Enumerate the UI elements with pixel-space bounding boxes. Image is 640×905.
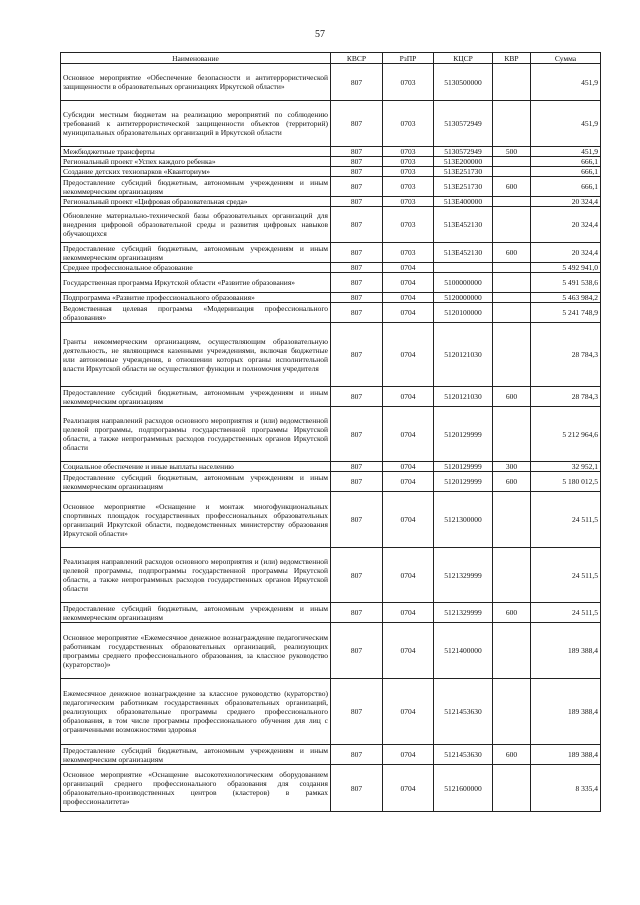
row-sum: 5 463 984,2 (531, 293, 601, 303)
row-rzpr: 0703 (383, 147, 434, 157)
row-kvsr: 807 (331, 492, 383, 548)
row-rzpr: 0704 (383, 548, 434, 603)
row-name: Ежемесячное денежное вознаграждение за классное руководство (кураторство) педагогическим работникам государственных образовательных организаций, реализующих образовательные программы среднего профессионального образования, в том числе программы профессионального обучения для лиц с ограниченными возможностями здоровья (61, 679, 331, 745)
row-name: Предоставление субсидий бюджетным, автономным учреждениям и иным некоммерческим организациям (61, 603, 331, 623)
row-name: Региональный проект «Успех каждого ребенка» (61, 157, 331, 167)
row-name: Предоставление субсидий бюджетным, автономным учреждениям и иным некоммерческим организациям (61, 387, 331, 407)
header-name: Наименование (61, 53, 331, 64)
row-kvsr: 807 (331, 407, 383, 462)
row-sum: 189 388,4 (531, 623, 601, 679)
row-rzpr: 0704 (383, 603, 434, 623)
row-kvsr: 807 (331, 197, 383, 207)
row-kvr: 500 (493, 147, 531, 157)
table-body (61, 64, 601, 812)
row-kvsr: 807 (331, 472, 383, 492)
row-rzpr: 0704 (383, 462, 434, 472)
row-name: Основное мероприятие «Ежемесячное денежное вознаграждение педагогическим работникам государственных образовательных организаций, реализующих программы среднего профессионального образования, за классное руководство (кураторство)» (61, 623, 331, 679)
row-kvsr: 807 (331, 462, 383, 472)
row-name: Реализация направлений расходов основного мероприятия и (или) ведомственной целевой программы, подпрограммы государственной программы Иркутской области, а также непрограммных расходов государственных органов Иркутской области (61, 548, 331, 603)
row-name: Социальное обеспечение и иные выплаты населению (61, 462, 331, 472)
row-kvr (493, 273, 531, 293)
row-kvsr: 807 (331, 303, 383, 323)
row-kcsr: 5120000000 (434, 293, 493, 303)
row-sum: 20 324,4 (531, 207, 601, 243)
header-sum: Сумма (531, 53, 601, 64)
row-sum: 32 952,1 (531, 462, 601, 472)
table-row (61, 303, 601, 323)
row-kvsr: 807 (331, 323, 383, 387)
row-kvr (493, 623, 531, 679)
row-rzpr: 0704 (383, 765, 434, 812)
row-kvr (493, 207, 531, 243)
row-sum: 5 212 964,6 (531, 407, 601, 462)
row-kcsr: 5120100000 (434, 303, 493, 323)
table-row (61, 157, 601, 167)
row-rzpr: 0704 (383, 263, 434, 273)
row-kvr (493, 303, 531, 323)
row-name: Создание детских технопарков «Кванториум» (61, 167, 331, 177)
row-kcsr: 5121453630 (434, 745, 493, 765)
table-row (61, 197, 601, 207)
row-kcsr: 513E251730 (434, 167, 493, 177)
table-row (61, 472, 601, 492)
row-sum: 20 324,4 (531, 243, 601, 263)
row-kvsr: 807 (331, 548, 383, 603)
header-kvsr: КВСР (331, 53, 383, 64)
row-kcsr: 5130572949 (434, 101, 493, 147)
row-sum: 5 180 012,5 (531, 472, 601, 492)
table-row (61, 407, 601, 462)
row-kvr (493, 548, 531, 603)
row-kcsr: 513E400000 (434, 197, 493, 207)
table-row (61, 462, 601, 472)
table-row (61, 167, 601, 177)
row-kvsr: 807 (331, 101, 383, 147)
row-kcsr: 5120121030 (434, 323, 493, 387)
row-kvsr: 807 (331, 273, 383, 293)
row-rzpr: 0703 (383, 177, 434, 197)
row-kvsr: 807 (331, 177, 383, 197)
table-row (61, 387, 601, 407)
row-name: Основное мероприятие «Оснащение высокотехнологическим оборудованием организаций среднего профессионального образования для создания образовательно-производственных центров (кластеров) в рамках профессионалитета» (61, 765, 331, 812)
row-sum: 666,1 (531, 157, 601, 167)
row-kvr: 600 (493, 745, 531, 765)
row-name: Предоставление субсидий бюджетным, автономным учреждениям и иным некоммерческим организациям (61, 177, 331, 197)
row-kvr (493, 323, 531, 387)
row-kcsr (434, 263, 493, 273)
row-kvsr: 807 (331, 157, 383, 167)
table-row (61, 101, 601, 147)
page-number: 57 (315, 29, 325, 40)
row-kcsr: 5121600000 (434, 765, 493, 812)
row-kvr (493, 64, 531, 101)
row-kvr (493, 293, 531, 303)
row-name: Региональный проект «Цифровая образовательная среда» (61, 197, 331, 207)
table-row (61, 548, 601, 603)
row-kvr (493, 197, 531, 207)
row-kvr (493, 157, 531, 167)
row-rzpr: 0704 (383, 407, 434, 462)
row-sum: 666,1 (531, 177, 601, 197)
table-row (61, 147, 601, 157)
row-kvsr: 807 (331, 745, 383, 765)
row-rzpr: 0703 (383, 157, 434, 167)
row-sum: 20 324,4 (531, 197, 601, 207)
row-kcsr: 5120129999 (434, 407, 493, 462)
row-sum: 24 511,5 (531, 603, 601, 623)
row-name: Гранты некоммерческим организациям, осуществляющим образовательную деятельность, не являющимся казенными учреждениями, включая бюджетные или автономные учреждения, в отношении которых органы исполнительной власти Иркутской области не осуществляют функции и полномочия учредителя (61, 323, 331, 387)
row-kvsr: 807 (331, 293, 383, 303)
row-rzpr: 0704 (383, 387, 434, 407)
row-kvr (493, 407, 531, 462)
row-kcsr: 5120121030 (434, 387, 493, 407)
row-name: Субсидии местным бюджетам на реализацию мероприятий по соблюдению требований к антитеррористической защищенности объектов (территорий) муниципальных образовательных организаций в Иркутской области (61, 101, 331, 147)
budget-table (60, 52, 601, 812)
row-kvsr: 807 (331, 765, 383, 812)
row-name: Реализация направлений расходов основного мероприятия и (или) ведомственной целевой программы, подпрограммы государственной программы Иркутской области, а также непрограммных расходов государственных органов Иркутской области (61, 407, 331, 462)
row-name: Государственная программа Иркутской области «Развитие образования» (61, 273, 331, 293)
row-rzpr: 0703 (383, 207, 434, 243)
row-kcsr: 5130572949 (434, 147, 493, 157)
row-rzpr: 0704 (383, 303, 434, 323)
table-row (61, 293, 601, 303)
row-rzpr: 0704 (383, 623, 434, 679)
row-kvr (493, 679, 531, 745)
row-sum: 666,1 (531, 167, 601, 177)
row-kvsr: 807 (331, 603, 383, 623)
row-kcsr: 5100000000 (434, 273, 493, 293)
row-kcsr: 5120129999 (434, 472, 493, 492)
row-kvr: 600 (493, 387, 531, 407)
row-kvr: 600 (493, 472, 531, 492)
row-kcsr: 513E452130 (434, 243, 493, 263)
row-kcsr: 5121400000 (434, 623, 493, 679)
row-name: Основное мероприятие «Обеспечение безопасности и антитеррористической защищенности в образовательных организациях Иркутской области» (61, 64, 331, 101)
row-rzpr: 0704 (383, 323, 434, 387)
row-kvsr: 807 (331, 623, 383, 679)
row-kvr: 600 (493, 177, 531, 197)
table-row (61, 273, 601, 293)
table-row (61, 679, 601, 745)
table-row (61, 745, 601, 765)
row-name: Ведомственная целевая программа «Модернизация профессионального образования» (61, 303, 331, 323)
row-rzpr: 0703 (383, 101, 434, 147)
row-kvr (493, 167, 531, 177)
row-rzpr: 0704 (383, 679, 434, 745)
table-row (61, 492, 601, 548)
row-kvsr: 807 (331, 243, 383, 263)
row-name: Подпрограмма «Развитие профессионального образования» (61, 293, 331, 303)
header-kvr: КВР (493, 53, 531, 64)
row-sum: 189 388,4 (531, 745, 601, 765)
row-rzpr: 0704 (383, 745, 434, 765)
row-name: Основное мероприятие «Оснащение и монтаж многофункциональных спортивных площадок государственных профессиональных образовательных организаций Иркутской области, подведомственных министерству образования Иркутской области» (61, 492, 331, 548)
row-sum: 5 491 538,6 (531, 273, 601, 293)
row-sum: 24 511,5 (531, 548, 601, 603)
table-row (61, 623, 601, 679)
table-row (61, 263, 601, 273)
row-kvsr: 807 (331, 167, 383, 177)
row-kcsr: 5121329999 (434, 603, 493, 623)
table-row (61, 243, 601, 263)
row-name: Предоставление субсидий бюджетным, автономным учреждениям и иным некоммерческим организациям (61, 745, 331, 765)
header-kcsr: КЦСР (434, 53, 493, 64)
row-kvr (493, 263, 531, 273)
row-kvr: 300 (493, 462, 531, 472)
row-sum: 24 511,5 (531, 492, 601, 548)
row-name: Среднее профессиональное образование (61, 263, 331, 273)
row-rzpr: 0703 (383, 64, 434, 101)
header-rzpr: РзПР (383, 53, 434, 64)
row-kvr: 600 (493, 243, 531, 263)
table-row (61, 64, 601, 101)
row-kvsr: 807 (331, 64, 383, 101)
row-kvsr: 807 (331, 207, 383, 243)
row-kvr (493, 765, 531, 812)
row-kvsr: 807 (331, 263, 383, 273)
row-kcsr: 513E452130 (434, 207, 493, 243)
row-kcsr: 513E200000 (434, 157, 493, 167)
row-rzpr: 0704 (383, 492, 434, 548)
row-rzpr: 0703 (383, 197, 434, 207)
table-row (61, 765, 601, 812)
row-kcsr: 5120129999 (434, 462, 493, 472)
row-name: Обновление материально-технической базы образовательных организаций для внедрения цифровой образовательной среды и развития цифровых навыков обучающихся (61, 207, 331, 243)
row-kvsr: 807 (331, 679, 383, 745)
table-row (61, 603, 601, 623)
row-rzpr: 0703 (383, 167, 434, 177)
row-sum: 189 388,4 (531, 679, 601, 745)
row-sum: 5 492 941,0 (531, 263, 601, 273)
row-rzpr: 0704 (383, 472, 434, 492)
table-row (61, 323, 601, 387)
row-kvsr: 807 (331, 147, 383, 157)
row-sum: 451,9 (531, 101, 601, 147)
row-name: Межбюджетные трансферты (61, 147, 331, 157)
row-kcsr: 5121453630 (434, 679, 493, 745)
table-header-row (61, 53, 601, 64)
row-rzpr: 0704 (383, 273, 434, 293)
row-kvr (493, 101, 531, 147)
row-kcsr: 5130500000 (434, 64, 493, 101)
row-kcsr: 5121329999 (434, 548, 493, 603)
row-kvr: 600 (493, 603, 531, 623)
table-row (61, 177, 601, 197)
row-kcsr: 5121300000 (434, 492, 493, 548)
row-sum: 28 784,3 (531, 323, 601, 387)
row-sum: 5 241 748,9 (531, 303, 601, 323)
row-rzpr: 0703 (383, 243, 434, 263)
row-sum: 451,9 (531, 147, 601, 157)
row-sum: 28 784,3 (531, 387, 601, 407)
table-row (61, 207, 601, 243)
row-sum: 8 335,4 (531, 765, 601, 812)
row-name: Предоставление субсидий бюджетным, автономным учреждениям и иным некоммерческим организациям (61, 472, 331, 492)
row-sum: 451,9 (531, 64, 601, 101)
row-kvr (493, 492, 531, 548)
row-kcsr: 513E251730 (434, 177, 493, 197)
row-rzpr: 0704 (383, 293, 434, 303)
row-kvsr: 807 (331, 387, 383, 407)
row-name: Предоставление субсидий бюджетным, автономным учреждениям и иным некоммерческим организациям (61, 243, 331, 263)
